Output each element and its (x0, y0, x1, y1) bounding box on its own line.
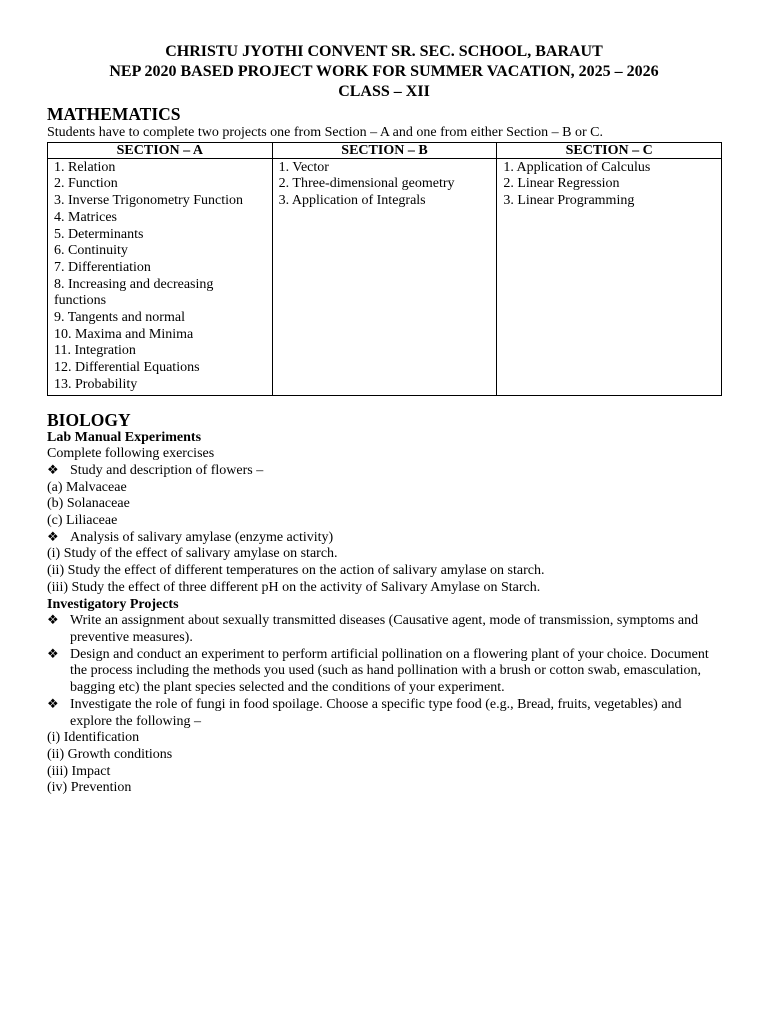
sections-table (47, 142, 722, 396)
list-item: 1. Relation (54, 159, 116, 175)
sub-item: (ii) Study the effect of different temperatures on the action of salivary amylase on starch. (47, 563, 545, 579)
diamond-bullet-icon: ❖ (47, 696, 59, 712)
project-item (47, 697, 721, 730)
lab-item-amylase (47, 530, 721, 547)
sub-item: (i) Study of the effect of salivary amylase on starch. (47, 546, 338, 562)
project-text: Write an assignment about sexually transmitted diseases (Causative agent, mode of transmission, symptoms and preventive measures). (70, 613, 699, 645)
sub-item: (iv) Prevention (47, 780, 132, 796)
list-item: 4. Matrices (54, 209, 117, 225)
section-b-header: SECTION – B (272, 142, 497, 158)
math-heading: MATHEMATICS (47, 104, 181, 124)
sub-item: (a) Malvaceae (47, 479, 127, 495)
list-item: 7. Differentiation (54, 259, 151, 275)
sub-item: (i) Identification (47, 730, 140, 746)
list-item: 1. Application of Calculus (503, 159, 651, 175)
section-c-header: SECTION – C (497, 142, 722, 158)
project-title: NEP 2020 BASED PROJECT WORK FOR SUMMER VACATION, 2025 – 2026 (109, 63, 659, 80)
list-item: 12. Differential Equations (54, 360, 200, 376)
list-item: 9. Tangents and normal (54, 310, 185, 326)
investigatory-heading: Investigatory Projects (47, 596, 179, 612)
project-text: Design and conduct an experiment to perform artificial pollination on a flowering plant of your choice. Document the process including the methods you used (such as hand pollination with a brush or cotton swab, emasculation, bagging etc) the plant species selected and the conditions of your experiment. (70, 646, 709, 696)
list-item: 3. Inverse Trigonometry Function (54, 193, 243, 209)
section-a-header: SECTION – A (48, 142, 273, 158)
lab-item-flowers (47, 463, 721, 480)
list-item: 1. Vector (278, 159, 329, 175)
list-item: 5. Determinants (54, 226, 144, 242)
list-item: 2. Linear Regression (503, 176, 620, 192)
sub-item: (c) Liliaceae (47, 513, 118, 529)
project-item (47, 647, 721, 697)
sub-item: (ii) Growth conditions (47, 746, 173, 762)
list-item: 8. Increasing and decreasing functions (54, 276, 214, 309)
biology-heading: BIOLOGY (47, 409, 131, 430)
section-c-cell (497, 158, 722, 395)
list-item: 2. Three-dimensional geometry (278, 176, 455, 192)
list-item: 13. Probability (54, 376, 138, 392)
list-item: 3. Linear Programming (503, 193, 635, 209)
math-intro: Students have to complete two projects one from Section – A and one from either Section – B or C. (47, 125, 604, 140)
list-item: 11. Integration (54, 343, 136, 359)
diamond-bullet-icon: ❖ (47, 646, 59, 662)
section-b-cell (272, 158, 497, 395)
sub-item: (iii) Study the effect of three different pH on the activity of Salivary Amylase on Starch. (47, 579, 541, 595)
document-header (47, 42, 721, 102)
school-name: CHRISTU JYOTHI CONVENT SR. SEC. SCHOOL, BARAUT (165, 43, 603, 60)
class-label: CLASS – XII (338, 83, 430, 100)
sub-item: (b) Solanaceae (47, 496, 130, 512)
sub-item: (iii) Impact (47, 763, 111, 779)
lab-intro: Complete following exercises (47, 446, 215, 462)
list-item: 10. Maxima and Minima (54, 326, 194, 342)
project-item (47, 613, 721, 646)
list-item: 2. Function (54, 176, 118, 192)
project-text: Investigate the role of fungi in food spoilage. Choose a specific type food (e.g., Bread, fruits, vegetables) and explore the following – (70, 696, 682, 729)
lab-item-text: Study and description of flowers – (70, 462, 264, 478)
diamond-bullet-icon: ❖ (47, 462, 59, 478)
diamond-bullet-icon: ❖ (47, 613, 59, 629)
list-item: 6. Continuity (54, 243, 128, 259)
diamond-bullet-icon: ❖ (47, 529, 59, 545)
lab-item-text: Analysis of salivary amylase (enzyme activity) (70, 529, 334, 545)
list-item: 3. Application of Integrals (278, 193, 426, 209)
section-a-cell (48, 158, 273, 395)
lab-manual-heading: Lab Manual Experiments (47, 429, 202, 445)
